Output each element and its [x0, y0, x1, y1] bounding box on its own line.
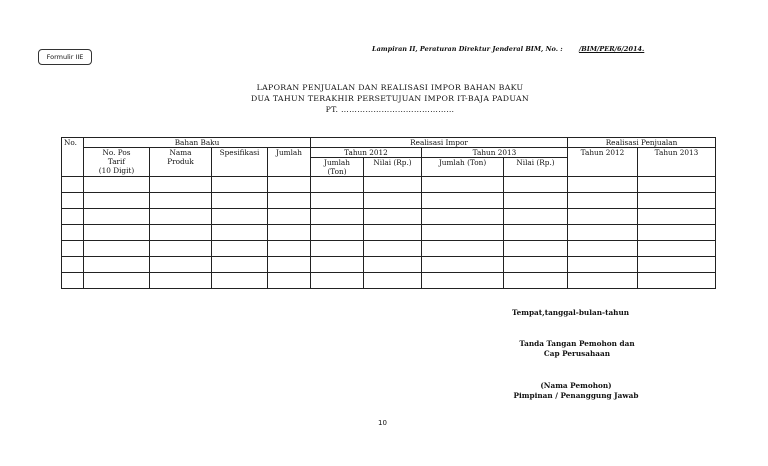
table-cell — [568, 257, 638, 273]
header-no-pos-tarif-line-2: Tarif — [107, 157, 126, 166]
header-2012-jumlah-ton-line-2: (Ton) — [327, 167, 347, 176]
report-title-block — [160, 82, 620, 115]
table-cell — [311, 193, 364, 209]
table-cell — [422, 225, 504, 241]
signature-name: (Nama Pemohon) — [540, 381, 612, 390]
table-cell — [422, 193, 504, 209]
table-cell — [150, 273, 212, 289]
table-cell — [422, 177, 504, 193]
table-cell — [504, 193, 568, 209]
lampiran-number: /BIM/PER/6/2014. — [578, 45, 645, 53]
table-cell — [364, 257, 422, 273]
table-cell — [62, 273, 84, 289]
header-nama-produk-line-2: Produk — [167, 157, 194, 166]
table-cell — [84, 273, 150, 289]
report-title-line-1: LAPORAN PENJUALAN DAN REALISASI IMPOR BAHAN BAKU — [256, 83, 524, 92]
table-cell — [568, 225, 638, 241]
report-title-line-3: PT. …………………………………… — [325, 105, 455, 114]
table-cell — [638, 225, 716, 241]
table-cell — [311, 273, 364, 289]
table-cell — [150, 193, 212, 209]
table-cell — [150, 241, 212, 257]
table-cell — [504, 273, 568, 289]
header-bahan-baku: Bahan Baku — [84, 138, 311, 148]
table-row — [62, 209, 716, 225]
table-cell — [62, 193, 84, 209]
table-cell — [84, 225, 150, 241]
header-penjualan-tahun-2013: Tahun 2013 — [638, 148, 716, 177]
table-cell — [212, 193, 268, 209]
header-no: No. — [62, 138, 84, 177]
table-cell — [84, 193, 150, 209]
table-cell — [268, 241, 311, 257]
table-cell — [568, 209, 638, 225]
table-cell — [504, 241, 568, 257]
table-row — [62, 257, 716, 273]
table-cell — [311, 209, 364, 225]
table-cell — [84, 177, 150, 193]
table-cell — [84, 257, 150, 273]
header-penjualan-tahun-2012: Tahun 2012 — [568, 148, 638, 177]
table-cell — [311, 177, 364, 193]
header-2012-jumlah-ton — [311, 158, 364, 177]
table-cell — [311, 257, 364, 273]
table-cell — [638, 193, 716, 209]
table-cell — [638, 257, 716, 273]
table-cell — [62, 225, 84, 241]
header-nama-produk-line-1: Nama — [169, 148, 192, 157]
signature-sign-block — [508, 339, 646, 359]
form-label-box — [38, 49, 92, 65]
table-cell — [504, 257, 568, 273]
table-cell — [422, 257, 504, 273]
table-cell — [364, 177, 422, 193]
table-cell — [568, 273, 638, 289]
table-cell — [268, 193, 311, 209]
table-cell — [422, 273, 504, 289]
signature-sign-line-1: Tanda Tangan Pemohon dan — [519, 339, 635, 348]
table-cell — [364, 241, 422, 257]
table-cell — [268, 225, 311, 241]
table-cell — [84, 241, 150, 257]
table-cell — [62, 177, 84, 193]
table-cell — [422, 209, 504, 225]
table-cell — [268, 209, 311, 225]
table-cell — [364, 209, 422, 225]
form-label: Formulir IIE — [46, 53, 84, 61]
table-cell — [311, 225, 364, 241]
table-row — [62, 225, 716, 241]
header-2013-jumlah-ton: Jumlah (Ton) — [422, 158, 504, 177]
table-cell — [150, 209, 212, 225]
table-cell — [504, 209, 568, 225]
table-cell — [212, 177, 268, 193]
table-cell — [62, 209, 84, 225]
report-table — [61, 137, 716, 289]
table-row — [62, 273, 716, 289]
table-cell — [568, 177, 638, 193]
header-spesifikasi: Spesifikasi — [212, 148, 268, 177]
lampiran-reference — [372, 45, 644, 53]
header-impor-tahun-2013: Tahun 2013 — [422, 148, 568, 158]
table-cell — [568, 241, 638, 257]
header-no-pos-tarif — [84, 148, 150, 177]
table-cell — [638, 177, 716, 193]
page-number: 10 — [378, 419, 387, 427]
signature-role: Pimpinan / Penanggung Jawab — [513, 391, 639, 400]
header-nama-produk — [150, 148, 212, 177]
table-cell — [150, 257, 212, 273]
table-cell — [212, 241, 268, 257]
header-jumlah: Jumlah — [268, 148, 311, 177]
table-cell — [364, 193, 422, 209]
table-cell — [311, 241, 364, 257]
signature-place-date: Tempat,tanggal-bulan-tahun — [512, 308, 630, 317]
signature-sign-line-2: Cap Perusahaan — [543, 349, 611, 358]
table-cell — [150, 225, 212, 241]
table-cell — [504, 225, 568, 241]
header-impor-tahun-2012: Tahun 2012 — [311, 148, 422, 158]
table-cell — [268, 177, 311, 193]
signature-name-block — [500, 381, 652, 401]
header-2012-jumlah-ton-line-1: Jumlah — [324, 158, 350, 167]
report-title-line-2: DUA TAHUN TERAKHIR PERSETUJUAN IMPOR IT-BAJA PADUAN — [250, 94, 530, 103]
header-2013-nilai-rp: Nilai (Rp.) — [504, 158, 568, 177]
table-cell — [62, 257, 84, 273]
table-row — [62, 241, 716, 257]
table-cell — [212, 273, 268, 289]
table-cell — [62, 241, 84, 257]
header-no-pos-tarif-line-1: No. Pos — [102, 148, 131, 157]
table-row — [62, 177, 716, 193]
table-cell — [568, 193, 638, 209]
header-realisasi-penjualan: Realisasi Penjualan — [568, 138, 716, 148]
table-cell — [212, 257, 268, 273]
table-cell — [422, 241, 504, 257]
table-cell — [268, 273, 311, 289]
table-cell — [84, 209, 150, 225]
table-cell — [638, 241, 716, 257]
table-row — [62, 193, 716, 209]
header-2012-nilai-rp: Nilai (Rp.) — [364, 158, 422, 177]
table-cell — [150, 177, 212, 193]
header-no-pos-tarif-line-3: (10 Digit) — [98, 166, 135, 175]
table-cell — [638, 209, 716, 225]
table-cell — [268, 257, 311, 273]
table-cell — [638, 273, 716, 289]
table-cell — [504, 177, 568, 193]
table-cell — [364, 225, 422, 241]
table-cell — [212, 225, 268, 241]
table-cell — [212, 209, 268, 225]
table-cell — [364, 273, 422, 289]
header-realisasi-impor: Realisasi Impor — [311, 138, 568, 148]
lampiran-prefix: Lampiran II, Peraturan Direktur Jenderal BIM, No. : — [372, 45, 563, 53]
